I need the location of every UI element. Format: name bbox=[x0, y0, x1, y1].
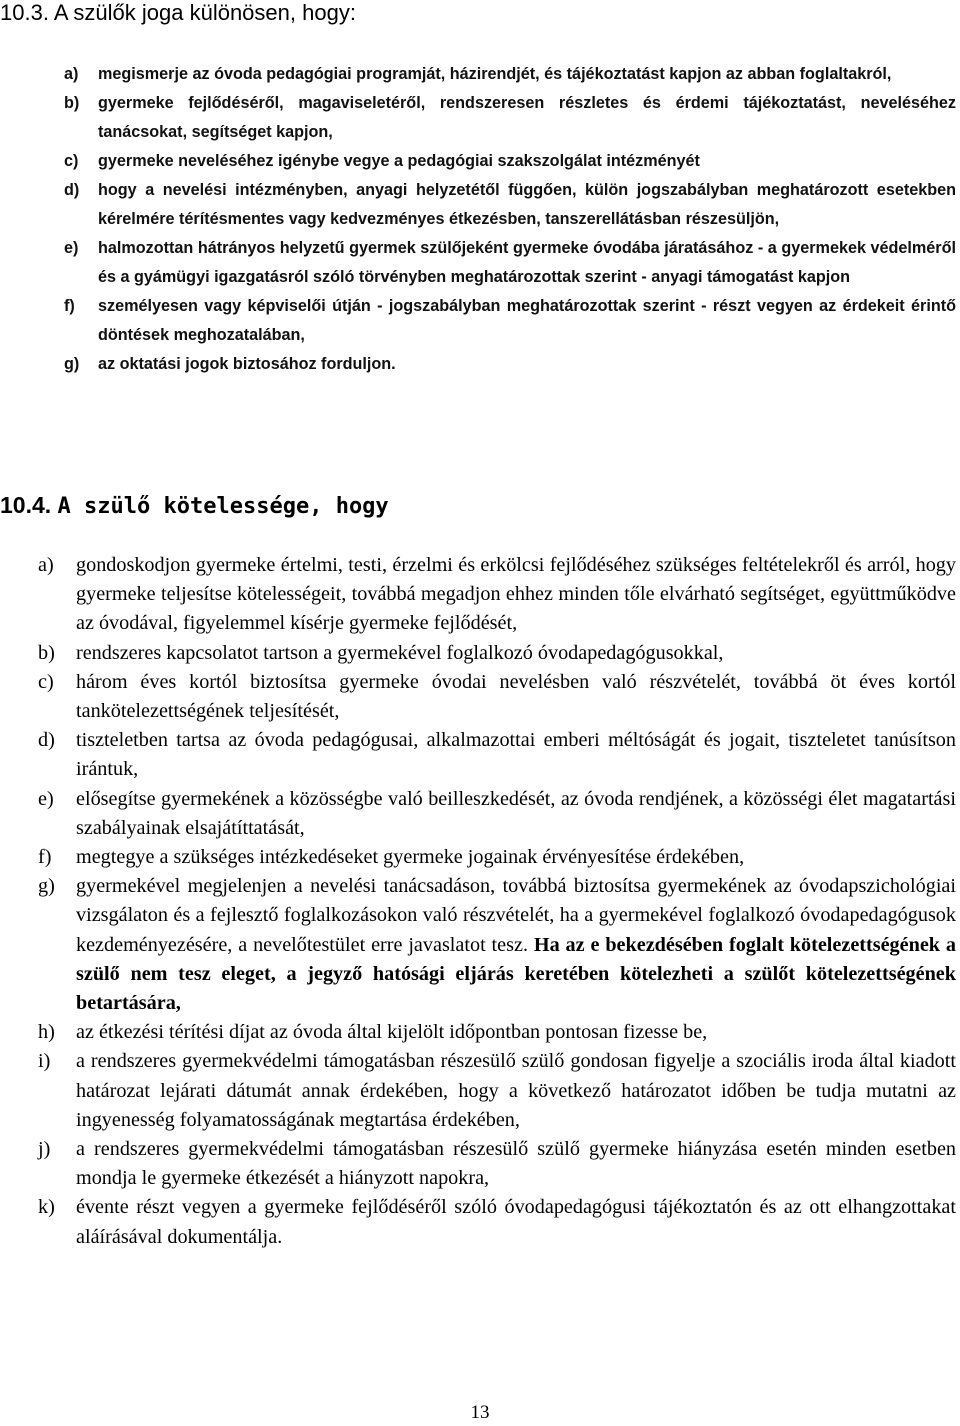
list-item-body bbox=[76, 1047, 956, 1135]
list-item bbox=[38, 668, 956, 726]
page-number: 13 bbox=[470, 1402, 490, 1423]
list-item bbox=[38, 639, 956, 668]
list-item-marker: c) bbox=[38, 670, 54, 693]
section-10-4-title: A szülő kötelessége, hogy bbox=[57, 494, 389, 519]
parent-rights-list bbox=[64, 60, 956, 379]
list-item-body bbox=[98, 60, 956, 89]
list-item bbox=[38, 785, 956, 843]
list-item bbox=[64, 292, 956, 350]
list-item-text: gyermeke fejlődéséről, magaviseletéről, rendszeresen részletes és érdemi tájékoztatást, neveléséhez tanácsokat, segítséget kapjon, bbox=[98, 94, 956, 141]
list-item-text: az oktatási jogok biztosához forduljon. bbox=[98, 355, 396, 373]
list-item-marker: d) bbox=[38, 729, 55, 752]
list-item-text: a rendszeres gyermekvédelmi támogatásban részesülő szülő gondosan figyelje a szociális iroda által kiadott határozat lejárati dátumát annak érdekében, hogy a következő határozatot időben be tudja mutatni az ingyenesség folyamatosságának megtartása érdekében, bbox=[76, 1050, 956, 1131]
list-item-marker: g) bbox=[38, 875, 55, 898]
list-item-body bbox=[76, 551, 956, 639]
list-item-body bbox=[98, 350, 956, 379]
list-item-body bbox=[76, 639, 956, 668]
list-item-text: halmozottan hátrányos helyzetű gyermek szülőjeként gyermeke óvodába járatásához - a gyermekek védelméről és a gyámügyi igazgatásról szóló törvényben meghatározottak szerint - anyagi támogatást kapjon bbox=[98, 239, 956, 286]
list-item-body bbox=[76, 1018, 956, 1047]
list-item-marker: b) bbox=[38, 641, 55, 664]
list-item bbox=[38, 726, 956, 784]
list-item bbox=[38, 1135, 956, 1193]
section-10-4-heading bbox=[0, 491, 389, 521]
list-item-marker: e) bbox=[64, 239, 79, 257]
list-item-body bbox=[98, 234, 956, 292]
list-item-marker: g) bbox=[64, 355, 80, 373]
list-item bbox=[64, 350, 956, 379]
list-item bbox=[38, 1018, 956, 1047]
list-item bbox=[64, 147, 956, 176]
list-item bbox=[64, 60, 956, 89]
list-item-text: tiszteletben tartsa az óvoda pedagógusai, alkalmazottai emberi méltóságát és jogait, tiszteletet tanúsítson irántuk, bbox=[76, 729, 956, 781]
list-item-marker: d) bbox=[64, 181, 80, 199]
section-10-3-heading bbox=[0, 0, 356, 26]
list-item-text: gyermeke neveléséhez igénybe vegye a pedagógiai szakszolgálat intézményét bbox=[98, 152, 700, 170]
list-item-marker: h) bbox=[38, 1021, 55, 1044]
list-item-body bbox=[76, 785, 956, 843]
list-item-body bbox=[76, 668, 956, 726]
list-item-marker: b) bbox=[64, 94, 80, 112]
list-item-text: az étkezési térítési díjat az óvoda által kijelölt időpontban pontosan fizesse be, bbox=[76, 1021, 708, 1044]
list-item-body bbox=[76, 726, 956, 784]
list-item-marker: a) bbox=[38, 554, 54, 576]
list-item-marker: e) bbox=[38, 787, 54, 810]
list-item bbox=[38, 1047, 956, 1135]
list-item-body bbox=[76, 843, 956, 872]
list-item-marker: c) bbox=[64, 152, 79, 170]
list-item bbox=[64, 234, 956, 292]
list-item-marker: f) bbox=[64, 297, 75, 315]
section-10-4-number: 10.4. bbox=[0, 492, 52, 518]
list-item-body bbox=[98, 147, 956, 176]
list-item-marker: k) bbox=[38, 1196, 55, 1219]
list-item-text: elősegítse gyermekének a közösségbe való beilleszkedését, az óvoda rendjének, a közösségi élet magatartási szabályainak elsajátíttatását, bbox=[76, 787, 956, 839]
list-item-body bbox=[98, 89, 956, 147]
list-item-marker: i) bbox=[38, 1050, 51, 1073]
list-item-body bbox=[76, 1135, 956, 1193]
list-item-text: gondoskodjon gyermeke értelmi, testi, érzelmi és erkölcsi fejlődéséhez szükséges feltételekről és arról, hogy gyermeke teljesítse kötelességeit, továbbá megadjon ehhez minden tőle elvárható segítséget, együttműködve az óvodával, figyelemmel kísérje gyermeke fejlődését, bbox=[76, 554, 956, 635]
list-item-text: személyesen vagy képviselői útján - jogszabályban meghatározottak szerint - részt vegyen az érdekeit érintő döntések meghozatalában, bbox=[98, 297, 956, 344]
list-item bbox=[38, 1193, 956, 1251]
list-item bbox=[38, 872, 956, 1018]
list-item-body bbox=[98, 176, 956, 234]
list-item bbox=[64, 176, 956, 234]
section-10-3-number: 10.3. bbox=[0, 0, 49, 25]
list-item-text: a rendszeres gyermekvédelmi támogatásban részesülő szülő gyermeke hiányzása esetén minden esetben mondja le gyermeke étkezését a hiányzott napokra, bbox=[76, 1138, 956, 1190]
list-item bbox=[64, 89, 956, 147]
list-item bbox=[38, 843, 956, 872]
list-item-body bbox=[76, 872, 956, 1018]
list-item-text: rendszeres kapcsolatot tartson a gyermekével foglalkozó óvodapedagógusokkal, bbox=[76, 641, 724, 664]
list-item-marker: f) bbox=[38, 846, 52, 869]
parent-duties-list bbox=[38, 551, 956, 1252]
list-item bbox=[38, 551, 956, 639]
list-item-body bbox=[76, 1193, 956, 1251]
list-item-text: hogy a nevelési intézményben, anyagi helyzetétől függően, külön jogszabályban meghatározott esetekben kérelmére térítésmentes vagy kedvezményes étkezésben, tanszerellátásban részesüljön, bbox=[98, 181, 956, 228]
list-item-text: három éves kortól biztosítsa gyermeke óvodai nevelésben való részvételét, továbbá öt éves kortól tankötelezettségének teljesítését, bbox=[76, 670, 956, 723]
list-item-body bbox=[98, 292, 956, 350]
list-item-text: megismerje az óvoda pedagógiai programját, házirendjét, és tájékoztatást kapjon az abban foglaltakról, bbox=[98, 65, 892, 83]
list-item-text: megtegye a szükséges intézkedéseket gyermeke jogainak érvényesítése érdekében, bbox=[76, 846, 745, 869]
list-item-marker: a) bbox=[64, 65, 79, 83]
list-item-bold-text: Ha az e bekezdésében foglalt kötelezettségének a szülő nem tesz eleget, a jegyző hatósági eljárás keretében kötelezheti a szülőt kötelezettségének betartására, bbox=[76, 933, 956, 1015]
section-10-3-title: A szülők joga különösen, hogy: bbox=[53, 0, 356, 25]
list-item-text: évente részt vegyen a gyermeke fejlődéséről szóló óvodapedagógusi tájékoztatón és az ott elhangzottakat aláírásával dokumentálja. bbox=[76, 1196, 956, 1248]
list-item-marker: j) bbox=[38, 1138, 51, 1161]
list-item-text: gyermekével megjelenjen a nevelési tanácsadáson, továbbá biztosítsa gyermekének az óvodapszichológiai vizsgálaton és a fejlesztő foglalkozásokon való részvételét, ha a gyermekével foglalkozó óvodapedagógusok kezdeményezésére, a nevelőtestület erre javaslatot tesz. bbox=[76, 875, 956, 956]
